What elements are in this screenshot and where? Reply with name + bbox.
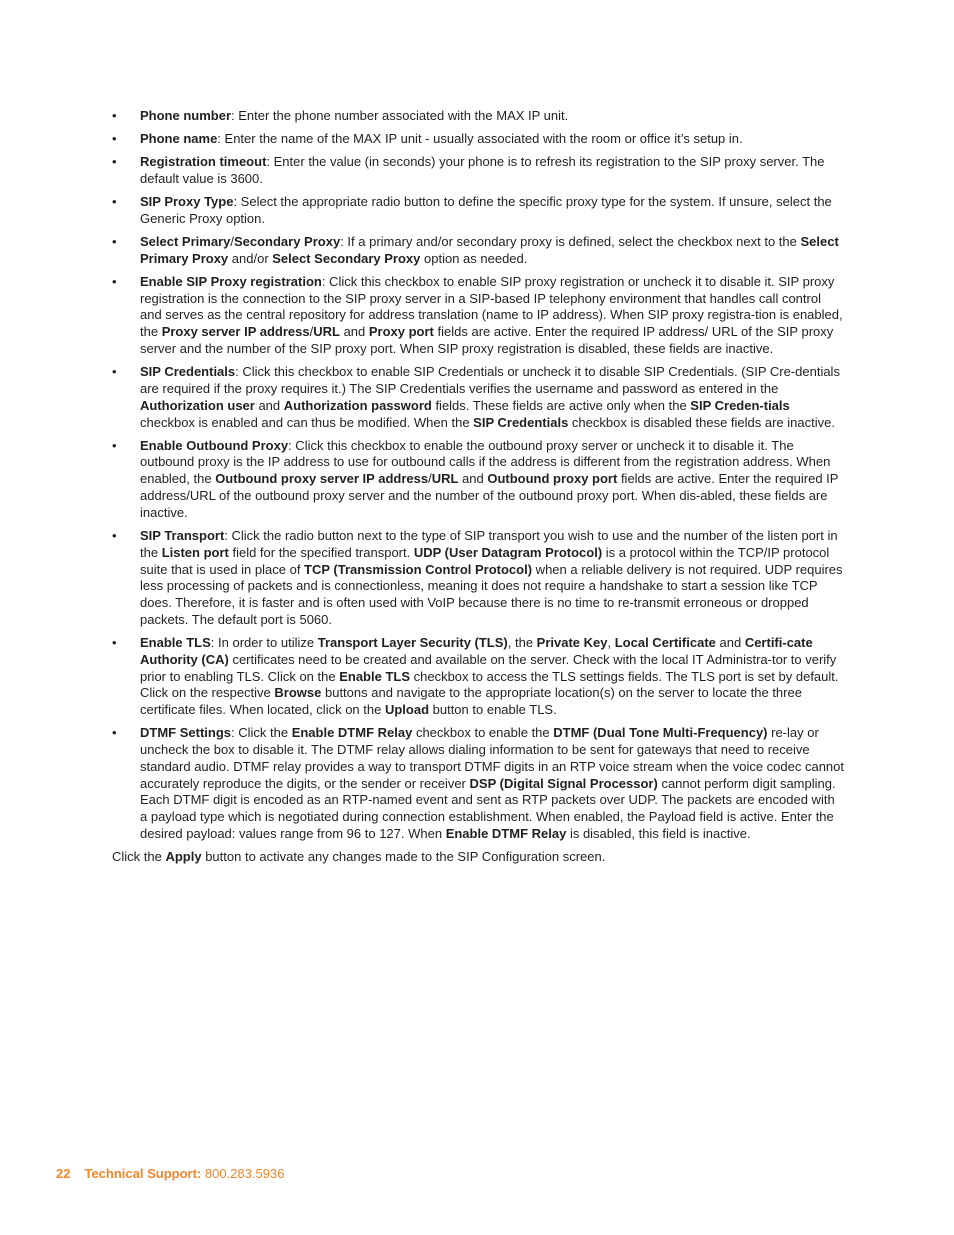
bullet-phone-name (112, 131, 844, 148)
bullet-enable-sip-proxy-registration (112, 274, 844, 358)
bullet-sip-transport (112, 528, 844, 629)
text-run: checkbox to enable the (412, 725, 554, 741)
text-run: checkbox is disabled these fields are inactive. (568, 414, 835, 430)
bold-term: Transport Layer Security (TLS) (317, 634, 508, 650)
document-body (112, 108, 844, 866)
text-run: : If a primary and/or secondary proxy is defined, select the checkbox next to the (340, 233, 801, 249)
bullet-enable-outbound-proxy (112, 438, 844, 522)
bold-term: Private Key (536, 634, 608, 650)
closing-pre: Click the (112, 849, 166, 865)
bold-term: Upload (384, 702, 430, 718)
bold-term: Proxy port (368, 324, 434, 340)
text-run: : Click the (231, 725, 292, 741)
bold-term: Enable TLS (339, 668, 410, 684)
text-run: : Click this checkbox to enable SIP proxy registration or uncheck it to disable it. SIP proxy registration is the connection to the SIP proxy server in a SIP-based IP telephony environment that handles call control and serves as the central repository for address translation (name to IP address). When SIP proxy registra-tion is enabled, the (140, 273, 843, 340)
bold-term: SIP Creden-tials (690, 397, 790, 413)
bullet-enable-tls (112, 635, 844, 719)
support-label: Technical Support: (84, 1166, 202, 1181)
page-footer (56, 1166, 284, 1182)
bullet-sip-credentials (112, 364, 844, 431)
bold-term: Enable DTMF Relay (291, 725, 413, 741)
text-run: is a protocol within the TCP/IP protocol suite that is used in place of (140, 544, 830, 577)
text-run: button to enable TLS. (429, 702, 557, 718)
bold-term: Enable Outbound Proxy (140, 437, 289, 453)
text-run: / (428, 471, 432, 487)
text-run: : Click this checkbox to enable SIP Credentials or uncheck it to disable SIP Credentials. (SIP Cre-dentials are required if the proxy requires it.) The SIP Credentials verifies the username and password as entered in the (140, 364, 840, 396)
text-run: : Enter the value (in seconds) your phone is to refresh its registration to the SIP proxy server. The default value is 3600. (140, 154, 825, 186)
text-run: cannot perform digit sampling. Each DTMF digit is encoded as an RTP-named event and sent as RTP packets over UDP. The packets are encoded with a payload type which is negotiated during connection establishment. When enabled, the Payload field is active. Enter the desired payload: values range from 96 to 127. When (140, 775, 836, 842)
text-run: : Enter the name of the MAX IP unit - usually associated with the room or office it’s setup in. (217, 131, 743, 147)
bold-term: Phone number (140, 108, 232, 123)
bold-term: Secondary Proxy (233, 233, 341, 249)
closing-apply: Apply (165, 849, 202, 865)
text-run: and (254, 397, 284, 413)
text-run: , the (507, 634, 537, 650)
support-phone: 800.283.5936 (204, 1166, 285, 1181)
bold-term: Enable DTMF Relay (445, 826, 567, 842)
bold-term: Select Primary (140, 233, 231, 249)
bold-term: URL (313, 324, 340, 340)
bold-term: SIP Proxy Type (140, 194, 234, 210)
text-run: and (458, 471, 488, 487)
closing-post: button to activate any changes made to the SIP Configuration screen. (201, 849, 606, 865)
bullet-phone-number (112, 108, 844, 125)
text-run: buttons and navigate to the appropriate location(s) on the server to locate the three certificate files. When located, click on the (140, 685, 802, 718)
bold-term: URL (431, 471, 459, 487)
bold-term: Proxy server IP address (161, 324, 310, 340)
bullet-select-primary-secondary-proxy (112, 234, 844, 268)
bold-term: Select Secondary Proxy (272, 250, 421, 266)
bold-term: Enable SIP Proxy registration (140, 273, 322, 289)
text-run: : Click the radio button next to the type of SIP transport you wish to use and the number of the listen port in the (140, 527, 838, 560)
bold-term: Browse (274, 685, 322, 701)
text-run: / (309, 324, 314, 340)
bold-term: Phone name (140, 131, 218, 147)
text-run: fields are active. Enter the required IP address/URL of the outbound proxy server and the number of the outbound proxy port. When dis-abled, these fields are inactive. (140, 471, 839, 520)
text-run: : Select the appropriate radio button to define the specific proxy type for the system. If unsure, select the Generic Proxy option. (140, 194, 832, 226)
bold-term: DTMF Settings (140, 725, 231, 741)
text-run: checkbox to access the TLS settings fields. The TLS port is set by default. Click on the respective (140, 668, 839, 701)
closing-paragraph (112, 849, 844, 866)
bold-term: Authorization password (283, 397, 432, 413)
bold-term: Registration timeout (140, 154, 267, 170)
text-run: / (230, 233, 234, 249)
bold-term: Authorization user (140, 397, 255, 413)
bold-term: Outbound proxy server IP address (215, 471, 429, 487)
bold-term: Outbound proxy port (487, 471, 618, 487)
text-run: checkbox is enabled and can thus be modified. When the (140, 414, 474, 430)
text-run: re-lay or uncheck the box to disable it. The DTMF relay allows dialing information to be sent for gateways that need to receive standard audio. DTMF relay provides a way to transport DTMF digits in an RTP voice stream when the voice codec cannot accurately reproduce the digits, or the sender or receiver (140, 725, 845, 791)
bold-term: Local Certificate (614, 634, 716, 650)
text-run: : Enter the phone number associated with the MAX IP unit. (231, 108, 569, 123)
bold-term: Listen port (161, 544, 229, 560)
text-run: option as needed. (420, 250, 528, 266)
bold-term: DSP (Digital Signal Processor) (469, 775, 658, 791)
text-run: is disabled, this field is inactive. (566, 826, 751, 842)
text-run: certificates need to be created and available on the server. Check with the local IT Administra-tor to verify prior to enabling TLS. Click on the (140, 651, 837, 684)
bullet-dtmf-settings (112, 725, 844, 843)
settings-bullet-list (112, 108, 844, 843)
bold-term: SIP Credentials (140, 364, 236, 380)
bold-term: DTMF (Dual Tone Multi-Frequency) (553, 725, 768, 741)
bold-term: Enable TLS (140, 634, 211, 650)
text-run: and/or (228, 250, 273, 266)
bullet-registration-timeout (112, 154, 844, 188)
text-run: fields are active. Enter the required IP address/ URL of the SIP proxy server and the number of the SIP proxy port. When SIP proxy registration is disabled, these fields are inactive. (140, 324, 834, 357)
text-run: and (339, 324, 369, 340)
text-run: field for the specified transport. (228, 544, 414, 560)
bold-term: Certifi-cate Authority (CA) (140, 634, 813, 667)
bold-term: TCP (Transmission Control Protocol) (304, 561, 533, 577)
bold-term: Select Primary Proxy (140, 233, 839, 266)
text-run: when a reliable delivery is not required. UDP requires less processing of packets and is connectionless, meaning it does not require a handshake to start a session like TCP does. Therefore, it is faster and is often used with VoIP because there is no time to re-transmit erroneous or dropped packets. The default port is 5060. (140, 561, 843, 627)
text-run: : In order to utilize (210, 634, 318, 650)
text-run: fields. These fields are active only when the (431, 397, 691, 413)
bullet-sip-proxy-type (112, 194, 844, 228)
bold-term: SIP Transport (140, 527, 225, 543)
bold-term: UDP (User Datagram Protocol) (413, 544, 603, 560)
page-number: 22 (56, 1166, 71, 1181)
text-run: : Click this checkbox to enable the outbound proxy server or uncheck it to disable it. The outbound proxy is the IP address to use for outbound calls if the address is different from the registration address. When enabled, the (140, 437, 831, 487)
text-run: , (607, 634, 615, 650)
text-run: and (715, 634, 745, 650)
bold-term: SIP Credentials (473, 414, 569, 430)
